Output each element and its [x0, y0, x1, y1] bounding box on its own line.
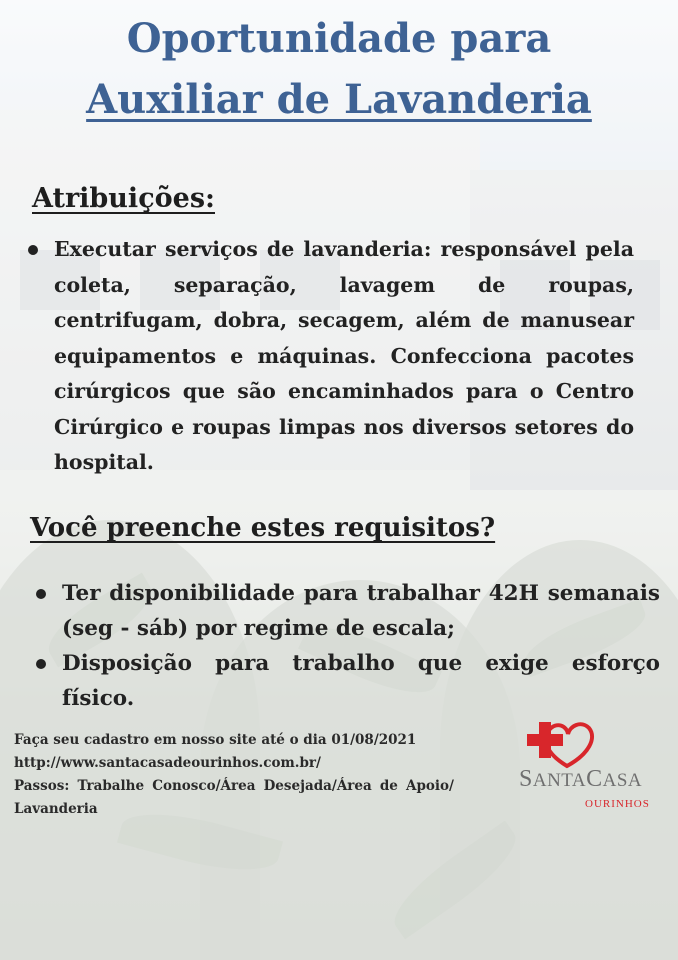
logo-city: OURINHOS — [585, 798, 650, 810]
footer-deadline: Faça seu cadastro em nosso site até o dia 01/08/2021 — [14, 732, 417, 748]
list-item: Ter disponibilidade para trabalhar 42H semanais (seg - sáb) por regime de escala; — [32, 576, 660, 646]
requisitos-heading: Você preenche estes requisitos? — [30, 513, 496, 543]
requisitos-list — [32, 576, 660, 716]
atribuicoes-heading: Atribuições: — [32, 183, 215, 214]
list-item: Disposição para trabalho que exige esforço físico. — [32, 646, 660, 716]
santa-casa-logo — [515, 716, 678, 816]
logo-brand-name: SANTACASA — [519, 766, 643, 792]
list-item: Executar serviços de lavanderia: responsável pela coleta, separação, lavagem de roupas, centrifugam, dobra, secagem, além de manusear equipamentos e máquinas. Confecciona pacotes cirúrgicos que são encaminhados para o Centro Cirúrgico e roupas limpas nos diversos setores do hospital. — [24, 232, 634, 481]
page-title-line1: Oportunidade para — [126, 15, 552, 62]
footer-url-link[interactable]: http://www.santacasadeourinhos.com.br/ — [14, 755, 321, 771]
footer-info — [14, 729, 454, 821]
atribuicoes-list — [24, 232, 634, 481]
footer-steps: Passos: Trabalhe Conosco/Área Desejada/Área de Apoio/ Lavanderia — [14, 778, 454, 817]
page-title-line2: Auxiliar de Lavanderia — [86, 76, 592, 123]
red-cross-heart-icon — [527, 716, 609, 770]
